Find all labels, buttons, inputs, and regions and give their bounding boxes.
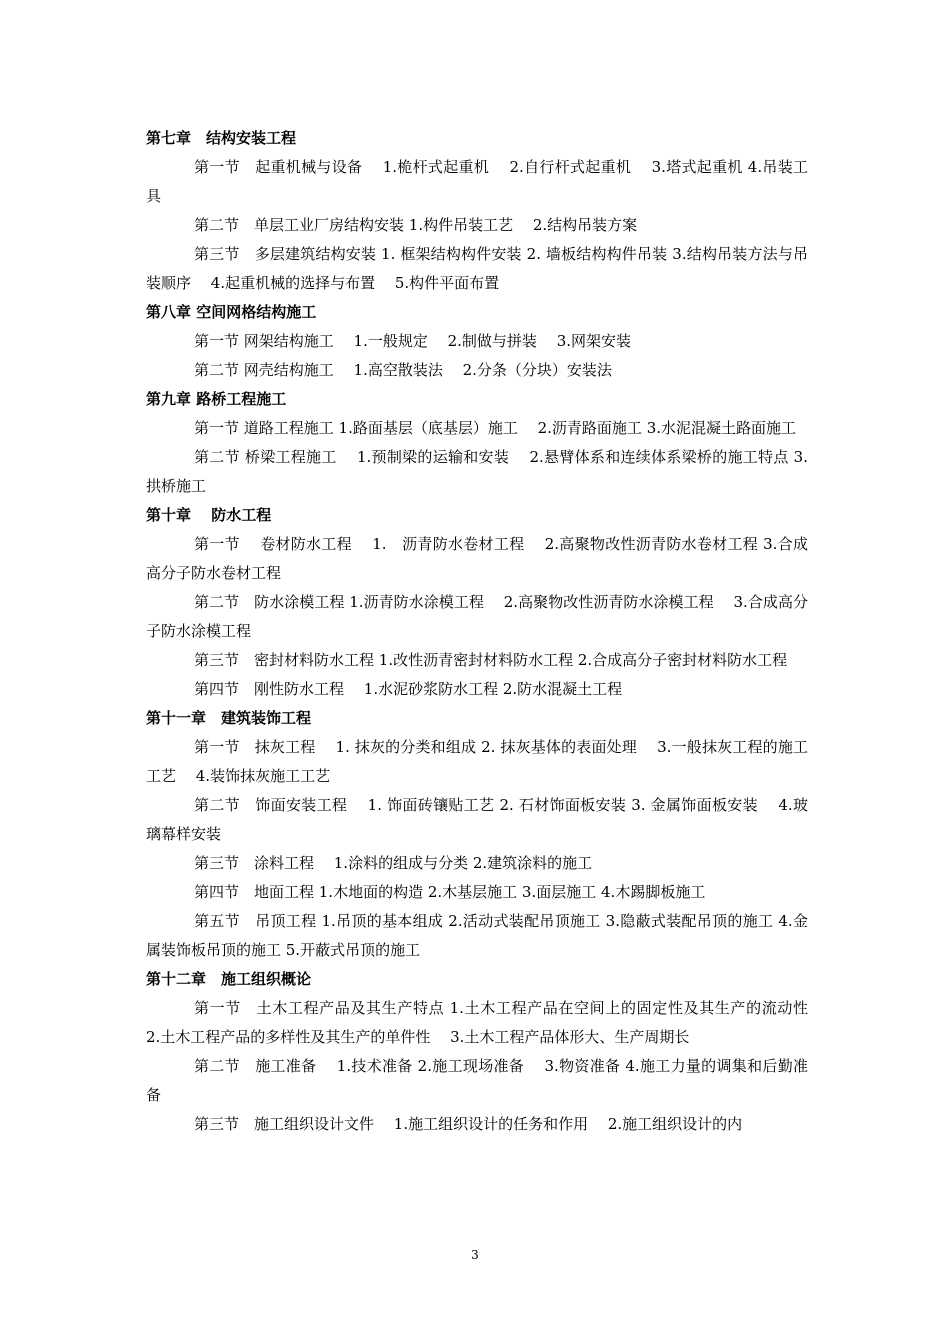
- chapter-10-section-3: 第三节 密封材料防水工程 1.改性沥青密封材料防水工程 2.合成高分子密封材料防水工程: [194, 651, 788, 669]
- chapter-9-heading: 第九章 路桥工程施工: [146, 390, 287, 408]
- chapter-12-section-3: 第三节 施工组织设计文件 1.施工组织设计的任务和作用 2.施工组织设计的内: [194, 1115, 743, 1133]
- chapter-11-section-4: 第四节 地面工程 1.木地面的构造 2.木基层施工 3.面层施工 4.木踢脚板施工: [194, 883, 706, 901]
- chapter-10-heading: 第十章 防水工程: [146, 506, 272, 524]
- document-body: [146, 124, 828, 1139]
- chapter-11-section-1: 第一节 抹灰工程 1. 抹灰的分类和组成 2. 抹灰基体的表面处理 3.一般抹灰工程的施工工艺 4.装饰抹灰施工工艺: [146, 738, 808, 785]
- chapter-7-section-1: 第一节 起重机械与设备 1.桅杆式起重机 2.自行杆式起重机 3.塔式起重机 4.吊装工具: [146, 158, 808, 205]
- chapter-12-section-1: 第一节 土木工程产品及其生产特点 1.土木工程产品在空间上的固定性及其生产的流动性 2.土木工程产品的多样性及其生产的单件性 3.土木工程产品体形大、生产周期长: [146, 999, 828, 1046]
- chapter-10-section-2: 第二节 防水涂模工程 1.沥青防水涂模工程 2.高聚物改性沥青防水涂模工程 3.合成高分子防水涂模工程: [146, 593, 808, 640]
- chapter-8-section-1: 第一节 网架结构施工 1.一般规定 2.制做与拼装 3.网架安装: [194, 332, 632, 350]
- chapter-11-heading: 第十一章 建筑装饰工程: [146, 709, 312, 727]
- chapter-12-section-2: 第二节 施工准备 1.技术准备 2.施工现场准备 3.物资准备 4.施工力量的调集和后勤准备: [146, 1057, 808, 1104]
- chapter-12-heading: 第十二章 施工组织概论: [146, 970, 312, 988]
- chapter-11-section-2: 第二节 饰面安装工程 1. 饰面砖镶贴工艺 2. 石材饰面板安装 3. 金属饰面板安装 4.玻璃幕样安装: [146, 796, 808, 843]
- page-number: 3: [471, 1248, 479, 1262]
- chapter-8-heading: 第八章 空间网格结构施工: [146, 303, 317, 321]
- chapter-9-section-2: 第二节 桥梁工程施工 1.预制梁的运输和安装 2.悬臂体系和连续体系梁桥的施工特点 3.拱桥施工: [146, 448, 808, 495]
- chapter-7-heading: 第七章 结构安装工程: [146, 129, 297, 147]
- chapter-11-section-3: 第三节 涂料工程 1.涂料的组成与分类 2.建筑涂料的施工: [194, 854, 593, 872]
- chapter-11-section-5: 第五节 吊顶工程 1.吊顶的基本组成 2.活动式装配吊顶施工 3.隐蔽式装配吊顶的施工 4.金属装饰板吊顶的施工 5.开蔽式吊顶的施工: [146, 912, 808, 959]
- chapter-10-section-1: 第一节 卷材防水工程 1. 沥青防水卷材工程 2.高聚物改性沥青防水卷材工程 3.合成高分子防水卷材工程: [146, 535, 808, 582]
- chapter-10-section-4: 第四节 刚性防水工程 1.水泥砂浆防水工程 2.防水混凝土工程: [194, 680, 623, 698]
- chapter-7-section-2: 第二节 单层工业厂房结构安装 1.构件吊装工艺 2.结构吊装方案: [194, 216, 638, 234]
- chapter-8-section-2: 第二节 网壳结构施工 1.高空散装法 2.分条（分块）安装法: [194, 361, 612, 379]
- chapter-9-section-1: 第一节 道路工程施工 1.路面基层（底基层）施工 2.沥青路面施工 3.水泥混凝土路面施工: [194, 419, 797, 437]
- chapter-7-section-3: 第三节 多层建筑结构安装 1. 框架结构构件安装 2. 墙板结构构件吊装 3.结构吊装方法与吊装顺序 4.起重机械的选择与布置 5.构件平面布置: [146, 245, 808, 292]
